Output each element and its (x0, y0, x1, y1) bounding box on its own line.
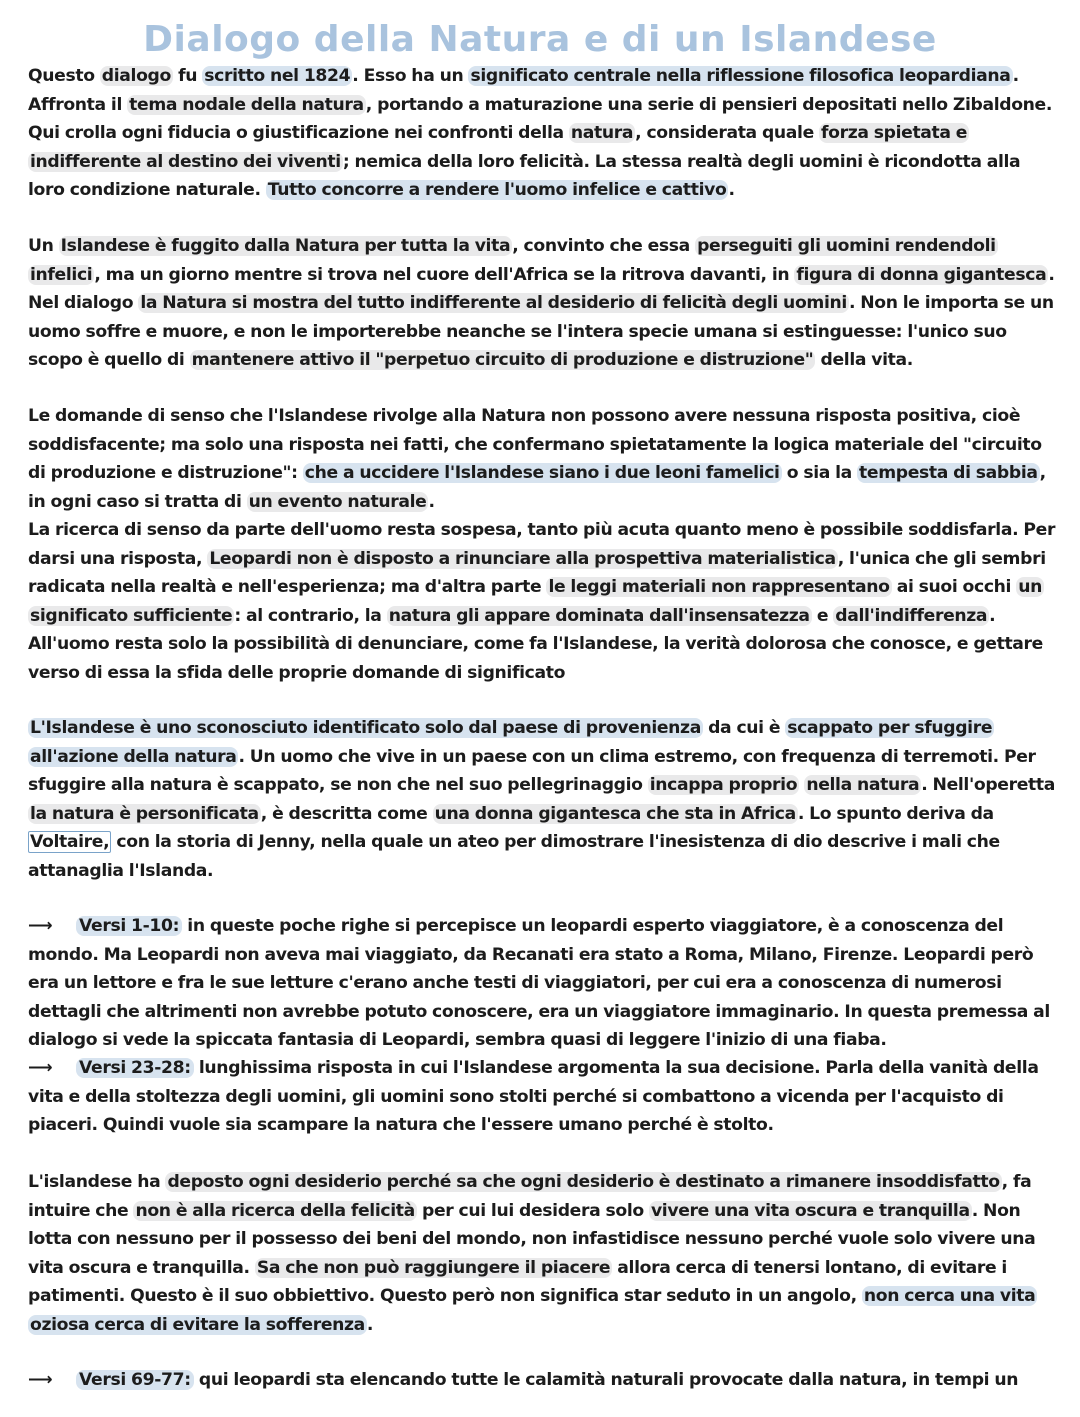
highlight: le leggi materiali non rappresentano (548, 577, 890, 597)
verse-reference: Versi 69-77: (76, 1370, 194, 1390)
highlight: incappa proprio (649, 775, 798, 795)
paragraph-islandese: Un Islandese è fuggito dalla Natura per tutta la vita , convinto che essa perseguiti gli uomini rendendoli infelici , ma un giorno mentre si trova nel cuore dell'Africa se la ritrova davanti, in figura di donna gigantesca . Nel dialogo la Natura si mostra del tutto indifferente al desiderio di felicità degli uomini . Non le importa se un uomo soffre e muore, e non le importerebbe neanche se l'intera specie umana si estinguesse: l'unico suo scopo è quello di mantenere attivo il "perpetuo circuito di produzione e distruzione" della vita. (28, 236, 1055, 370)
paragraph-desiderio: L'islandese ha deposto ogni desiderio perché sa che ogni desiderio è destinato a rimanere insoddisfatto , fa intuire che non è alla ricerca della felicità per cui lui desidera solo vivere una vita oscura e tranquilla . Non lotta con nessuno per il possesso dei beni del mondo, non infastidisce nessuno perché vuole solo vivere una vita oscura e tranquilla. Sa che non può raggiungere il piacere allora cerca di tenersi lontano, di evitare i patimenti. Questo è il suo obbiettivo. Questo però non significa star seduto in un angolo, non cerca una vita oziosa cerca di evitare la sofferenza . (28, 1172, 1036, 1335)
highlight: figura di donna gigantesca (796, 264, 1047, 285)
highlight: che a uccidere l'Islandese siano i due leoni famelici (304, 463, 780, 483)
highlight: Islandese è fuggito dalla Natura per tutta la vita (60, 236, 511, 256)
note-versi-1-10: ⟶ Versi 1-10: in queste poche righe si percepisce un leopardi esperto viaggiatore, è a conoscenza del mondo. Ma Leopardi non aveva mai viaggiato, da Recanati era stato a Roma, Milano, Firenze. Leopardi però era un lettore e fra le sue letture c'erano anche testi di viaggiatori, per cui era a conoscenza di numerosi dettagli che altrimenti non avrebbe potuto conoscere, era un viaggiatore immaginario. In questa premessa al dialogo si vede la spiccata fantasia di Leopardi, sembra quasi di leggere l'inizio di una fiaba. (28, 912, 1058, 1055)
highlight: non cerca una vita oziosa cerca di evitare la sofferenza (30, 1286, 1036, 1335)
verse-reference: Versi 23-28: (76, 1058, 194, 1078)
highlight: un significato sufficiente (30, 577, 1043, 626)
highlight: la Natura si mostra del tutto indifferente al desiderio di felicità degli uomini (140, 293, 847, 313)
paragraph-ricerca: La ricerca di senso da parte dell'uomo resta sospesa, tanto più acuta quanto meno è possibile soddisfarla. Per darsi una risposta, Leopardi non è disposto a rinunciare alla prospettiva materialistica , l'unica che gli sembri radicata nella realtà e nell'esperienza; ma d'altra parte le leggi materiali non rappresentano ai suoi occhi un significato sufficiente : al contrario, la natura gli appare dominata dall'insensatezza e dall'indifferenza . All'uomo resta solo la possibilità di denunciare, come fa l'Islandese, la verità dolorosa che conosce, e gettare verso di essa la sfida delle proprie domande di significato (28, 520, 1056, 683)
arrow-icon: ⟶ (28, 1370, 53, 1390)
paragraph-intro: Questo dialogo fu scritto nel 1824 . Esso ha un significato centrale nella riflessione filosofica leopardiana . Affronta il tema nodale della natura , portando a maturazione una serie di pensieri depositati nello Zibaldone. Qui crolla ogni fiducia o giustificazione nei confronti della natura , considerata quale forza spietata e indifferente al destino dei viventi ; nemica della loro felicità. La stessa realtà degli uomini è ricondotta alla loro condizione naturale. Tutto concorre a rendere l'uomo infelice e cattivo . (28, 66, 1053, 200)
highlight: dialogo (101, 66, 171, 86)
paragraph-sconosciuto: L'Islandese è uno sconosciuto identificato solo dal paese di provenienza da cui è scappato per sfuggire all'azione della natura . Un uomo che vive in un paese con un clima estremo, con frequenza di terremoti. Per sfuggire alla natura è scappato, se non che nel suo pellegrinaggio incappa proprio nella natura . Nell'operetta la natura è personificata , è descritta come una donna gigantesca che sta in Africa . Lo spunto deriva da Voltaire, con la storia di Jenny, nella quale un ateo per dimostrare l'inesistenza di dio descrive i mali che attanaglia l'Islanda. (28, 718, 1056, 881)
highlight: natura (570, 123, 634, 143)
boxed-word: Voltaire, (30, 832, 110, 852)
page-title: Dialogo della Natura e di un Islandese (143, 19, 937, 60)
highlight: significato centrale nella riflessione filosofica leopardiana (470, 66, 1011, 86)
highlight: Leopardi non è disposto a rinunciare alla prospettiva materialistica (209, 548, 836, 569)
highlight: Tutto concorre a rendere l'uomo infelice e cattivo (267, 180, 727, 200)
highlight: L'Islandese è uno sconosciuto identificato solo dal paese di provenienza (30, 718, 701, 738)
highlight: non è alla ricerca della felicità (135, 1200, 415, 1221)
highlight: un evento naturale (248, 491, 427, 512)
highlight: scritto nel 1824 (204, 66, 351, 86)
highlight: la natura è personificata (30, 803, 259, 824)
note-versi-69-77: ⟶ Versi 69-77: qui leopardi sta elencando tutte le calamità naturali provocate dalla natura, in tempi un (28, 1366, 1058, 1395)
highlight: scappato per sfuggire all'azione della natura (30, 718, 993, 767)
highlight: dall'indifferenza (835, 605, 988, 626)
highlight: una donna gigantesca che sta in Africa (434, 803, 796, 824)
highlight: tema nodale della natura (129, 94, 364, 115)
highlight: forza spietata e indifferente al destino dei viventi (30, 123, 968, 172)
highlight: mantenere attivo il "perpetuo circuito di produzione e distruzione" (191, 350, 814, 370)
arrow-icon: ⟶ (28, 916, 53, 936)
highlight: nella natura (806, 775, 920, 795)
highlight: Sa che non può raggiungere il piacere (256, 1257, 611, 1278)
highlight: perseguiti gli uomini rendendoli infelici (30, 236, 996, 285)
highlight: tempesta di sabbia (859, 463, 1038, 483)
note-versi-23-28: ⟶ Versi 23-28: lunghissima risposta in cui l'Islandese argomenta la sua decisione. Parla della vanità della vita e della stoltezza degli uomini, gli uomini sono stolti perché si combattono a vicenda per l'acquisto di piaceri. Quindi vuole sia scampare la natura che l'essere umano perché è stolto. (28, 1054, 1058, 1140)
highlight: vivere una vita oscura e tranquilla (650, 1200, 970, 1221)
arrow-icon: ⟶ (28, 1058, 53, 1078)
highlight: deposto ogni desiderio perché sa che ogni desiderio è destinato a rimanere insoddisfatto (167, 1172, 1000, 1192)
highlight: natura gli appare dominata dall'insensatezza (388, 605, 810, 626)
verse-reference: Versi 1-10: (76, 916, 182, 936)
paragraph-domande: Le domande di senso che l'Islandese rivolge alla Natura non possono avere nessuna risposta positiva, cioè soddisfacente; ma solo una risposta nei fatti, che confermano spietatamente la logica materiale del "circuito di produzione e distruzione": che a uccidere l'Islandese siano i due leoni famelici o sia la tempesta di sabbia , in ogni caso si tratta di un evento naturale . (28, 406, 1046, 512)
